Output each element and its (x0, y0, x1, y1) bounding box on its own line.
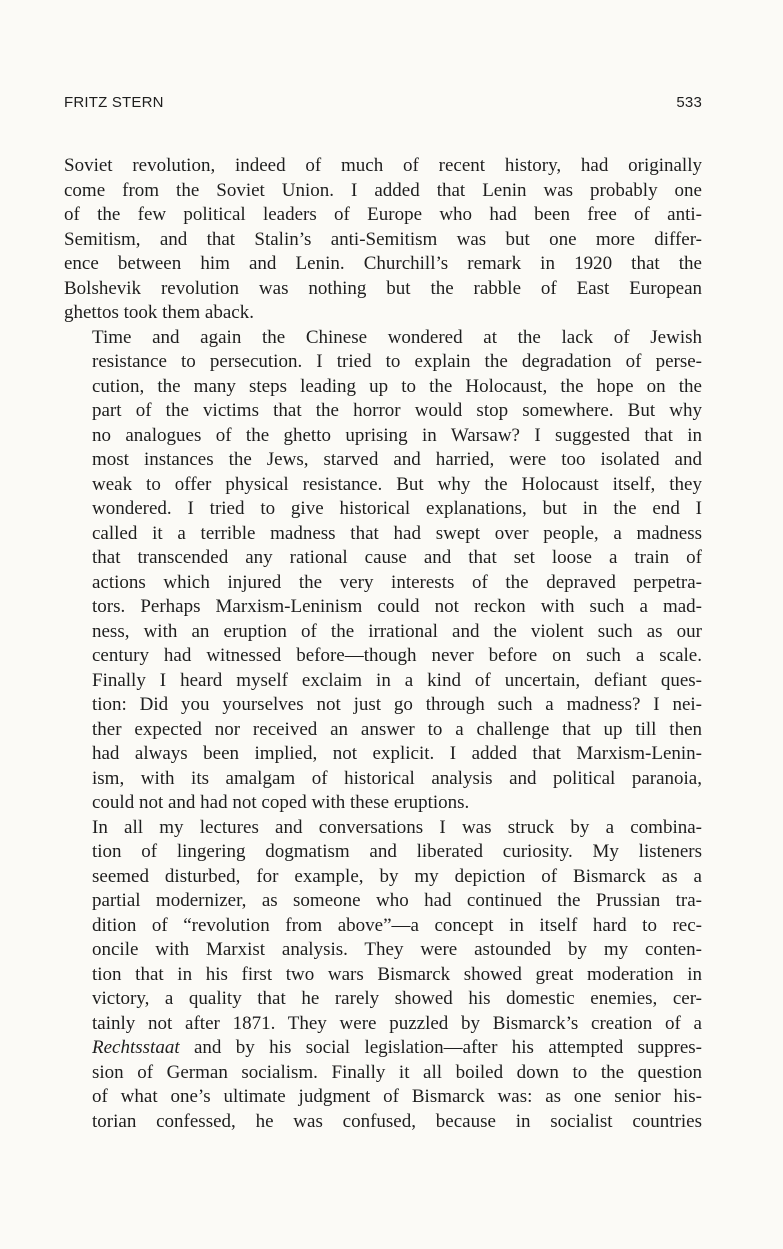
italic-term: Rechtsstaat (92, 1037, 180, 1058)
text-line: seemed disturbed, for example, by my depiction of Bismarck as a (92, 865, 702, 887)
text-line: no analogues of the ghetto uprising in Warsaw? I suggested that in (92, 424, 702, 446)
text-line: called it a terrible madness that had swept over people, a madness (92, 522, 702, 544)
page-number: 533 (676, 94, 702, 111)
text-line: of what one’s ultimate judgment of Bismarck was: as one senior his- (92, 1086, 702, 1107)
text-line: part of the victims that the horror would stop somewhere. But why (92, 400, 702, 421)
book-page (64, 94, 702, 1134)
text-line: sion of German socialism. Finally it all boiled down to the question (92, 1061, 702, 1083)
text-line: tainly not after 1871. They were puzzled by Bismarck’s creation of a (92, 1012, 702, 1034)
text-line: tion of lingering dogmatism and liberated curiosity. My listeners (92, 841, 702, 862)
text-line: ness, with an eruption of the irrational and the violent such as our (92, 620, 702, 642)
text-line: that transcended any rational cause and that set loose a train of (92, 547, 702, 568)
text-line: tors. Perhaps Marxism-Leninism could not reckon with such a mad- (92, 596, 702, 617)
text-line: ence between him and Lenin. Churchill’s remark in 1920 that the (64, 253, 702, 274)
paragraph-3 (64, 816, 702, 1135)
text-line: of the few political leaders of Europe who had been free of anti- (64, 204, 702, 225)
text-line: Time and again the Chinese wondered at the lack of Jewish (92, 326, 702, 348)
text-line: resistance to persecution. I tried to explain the degradation of perse- (92, 351, 702, 372)
text-line: victory, a quality that he rarely showed his domestic enemies, cer- (92, 988, 702, 1009)
running-head (64, 94, 702, 118)
text-fragment: and by his social legislation—after his attempted suppres- (179, 1037, 702, 1058)
text-line: wondered. I tried to give historical explanations, but in the end I (92, 498, 702, 519)
text-line: come from the Soviet Union. I added that Lenin was probably one (64, 179, 702, 201)
paragraph-2 (64, 326, 702, 816)
text-line: partial modernizer, as someone who had continued the Prussian tra- (92, 890, 702, 911)
text-line: century had witnessed before—though never before on such a scale. (92, 645, 702, 666)
text-line: In all my lectures and conversations I was struck by a combina- (92, 816, 702, 838)
text-line: Finally I heard myself exclaim in a kind of uncertain, defiant ques- (92, 669, 702, 691)
text-line: could not and had not coped with these eruptions. (92, 792, 470, 813)
text-line-with-italic (64, 1036, 702, 1061)
running-head-author: FRITZ STERN (64, 94, 164, 111)
text-line: had always been implied, not explicit. I added that Marxism-Lenin- (92, 743, 702, 764)
text-line: most instances the Jews, starved and harried, were too isolated and (92, 449, 702, 470)
text-line: tion: Did you yourselves not just go through such a madness? I nei- (92, 694, 702, 715)
text-line: oncile with Marxist analysis. They were astounded by my conten- (92, 939, 702, 960)
text-line: ism, with its amalgam of historical analysis and political paranoia, (92, 767, 702, 789)
text-line: ther expected nor received an answer to a challenge that up till then (92, 718, 702, 740)
text-line: weak to offer physical resistance. But why the Holocaust itself, they (92, 473, 702, 495)
text-line: torian confessed, he was confused, because in socialist countries (92, 1110, 702, 1132)
text-line: Semitism, and that Stalin’s anti-Semitism was but one more differ- (64, 228, 702, 250)
body-text (64, 154, 702, 1134)
text-line: ghettos took them aback. (64, 302, 254, 323)
text-line: tion that in his first two wars Bismarck showed great moderation in (92, 963, 702, 985)
text-line: dition of “revolution from above”—a concept in itself hard to rec- (92, 914, 702, 936)
text-line: cution, the many steps leading up to the Holocaust, the hope on the (92, 375, 702, 397)
paragraph-1 (64, 154, 702, 326)
text-line: Soviet revolution, indeed of much of recent history, had originally (64, 155, 702, 176)
text-line: actions which injured the very interests of the depraved perpetra- (92, 571, 702, 593)
text-line: Bolshevik revolution was nothing but the rabble of East European (64, 277, 702, 299)
